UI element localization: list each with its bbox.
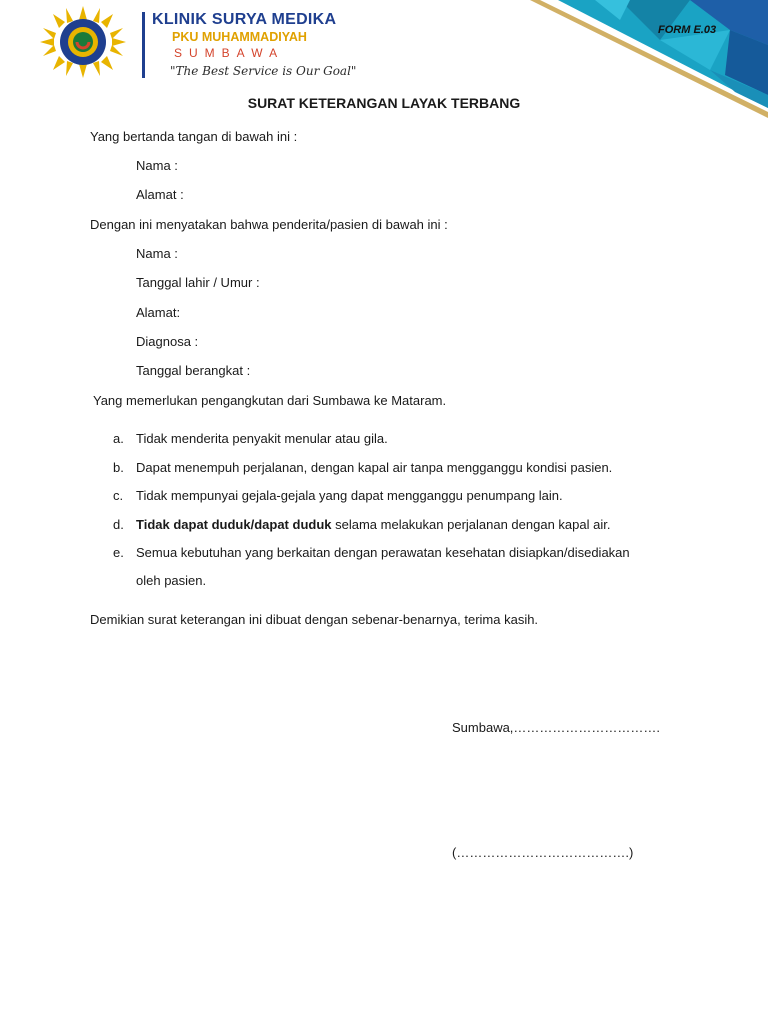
condition-marker: a.	[113, 431, 124, 446]
intro-patient: Dengan ini menyatakan bahwa penderita/pasien di bawah ini :	[90, 217, 448, 232]
clinic-subtitle: PKU MUHAMMADIYAH	[172, 30, 307, 44]
condition-marker: c.	[113, 488, 124, 503]
patient-departure-field: Tanggal berangkat :	[136, 363, 251, 378]
condition-marker: e.	[113, 545, 124, 560]
condition-bold-text: Tidak dapat duduk/dapat duduk	[136, 517, 332, 532]
condition-text-continuation: oleh pasien.	[136, 573, 207, 588]
clinic-name: KLINIK SURYA MEDIKA	[152, 11, 337, 28]
header-divider	[142, 12, 145, 78]
condition-text: Dapat menempuh perjalanan, dengan kapal air tanpa mengganggu kondisi pasien.	[136, 460, 613, 475]
clinic-branding	[152, 10, 372, 81]
signer-name-field: Nama :	[136, 158, 178, 173]
form-code: FORM E.03	[658, 24, 717, 36]
condition-marker: b.	[113, 460, 124, 475]
intro-signer: Yang bertanda tangan di bawah ini :	[90, 129, 298, 144]
signature-name-line: (………………………………….)	[452, 845, 634, 860]
condition-text: Semua kebutuhan yang berkaitan dengan perawatan kesehatan disiapkan/disediakan	[136, 545, 630, 560]
closing-statement: Demikian surat keterangan ini dibuat dengan sebenar-benarnya, terima kasih.	[90, 612, 539, 627]
document-title: SURAT KETERANGAN LAYAK TERBANG	[247, 95, 521, 111]
condition-text	[136, 517, 610, 533]
clinic-logo	[40, 6, 126, 78]
clinic-city: SUMBAWA	[174, 46, 285, 60]
condition-text: Tidak menderita penyakit menular atau gila.	[136, 431, 388, 446]
signer-address-field: Alamat :	[136, 187, 184, 202]
patient-name-field: Nama :	[136, 246, 178, 261]
clinic-tagline: "The Best Service is Our Goal"	[170, 64, 357, 78]
condition-text: Tidak mempunyai gejala-gejala yang dapat mengganggu penumpang lain.	[136, 488, 563, 503]
condition-rest-text: selama melakukan perjalanan dengan kapal air.	[331, 517, 611, 532]
condition-marker: d.	[113, 517, 124, 532]
patient-diagnosis-field: Diagnosa :	[136, 334, 199, 349]
patient-address-field: Alamat:	[136, 305, 181, 320]
patient-birthdate-field: Tanggal lahir / Umur :	[136, 275, 260, 290]
signature-place-date: Sumbawa,…………………………….	[452, 720, 661, 735]
transport-note: Yang memerlukan pengangkutan dari Sumbawa ke Mataram.	[93, 393, 447, 408]
